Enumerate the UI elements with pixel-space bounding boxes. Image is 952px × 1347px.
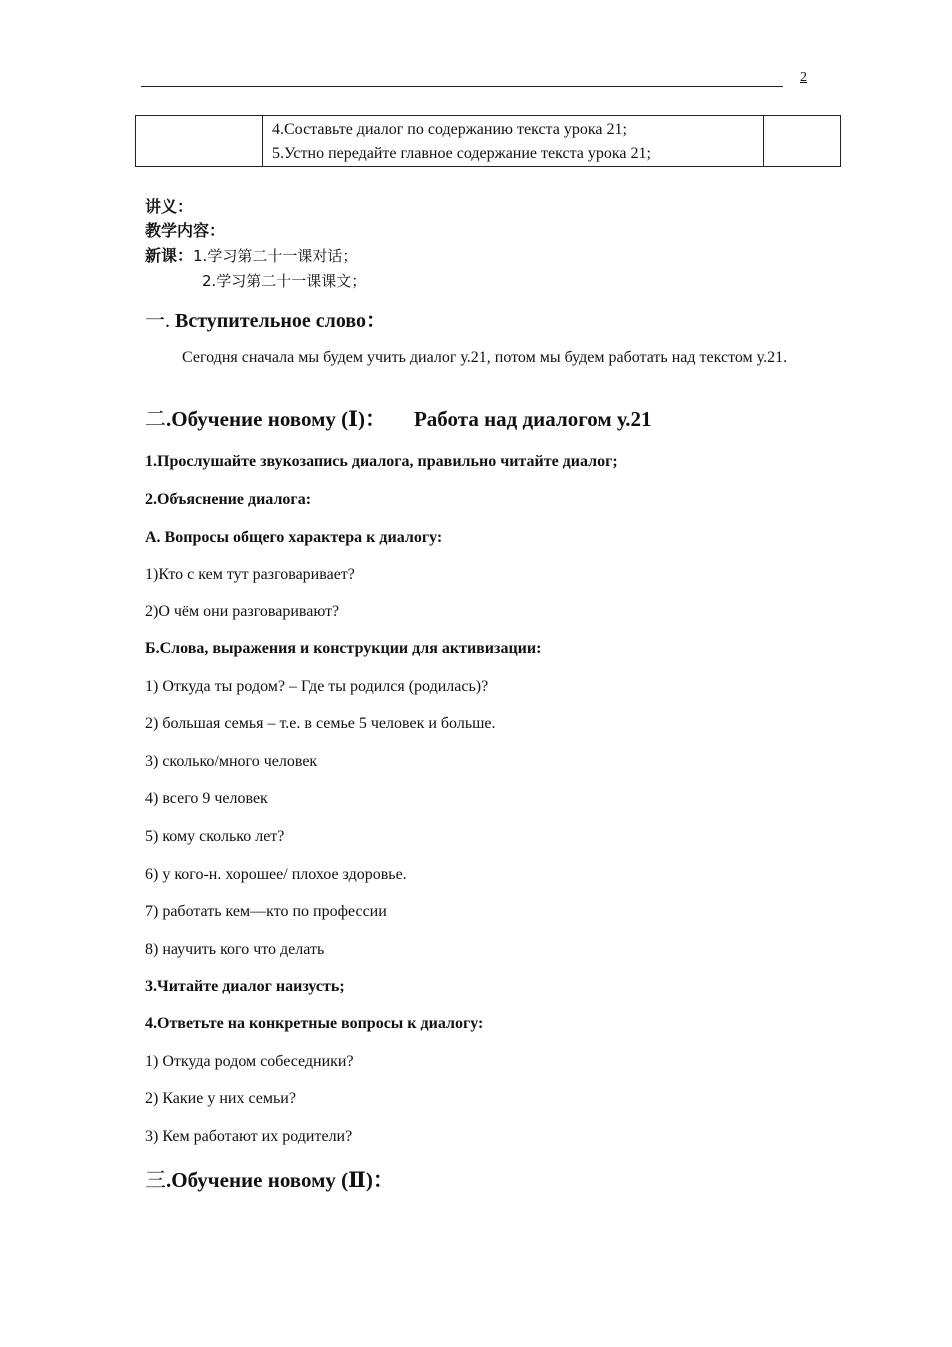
section-1-heading	[145, 308, 386, 334]
list-item: 1) Откуда ты родом? – Где ты родился (родилась)?	[145, 678, 489, 695]
new-lesson-label: 新课：	[145, 246, 194, 265]
teaching-content-label: 教学内容：	[145, 221, 226, 240]
header-rule	[141, 86, 783, 87]
section-1-title: Вступительное слово：	[175, 310, 386, 332]
new-lesson-item-2: 2.学习第二十一课课文；	[202, 272, 367, 290]
table-row	[136, 116, 841, 167]
task-table	[135, 115, 841, 167]
section-2-heading	[145, 405, 652, 433]
part-b-heading: Б.Слова, выражения и конструкции для активизации:	[145, 640, 542, 657]
list-item: 1)Кто с кем тут разговаривает?	[145, 566, 355, 583]
section-1-paragraph: Сегодня сначала мы будем учить диалог у.21, потом мы будем работать над текстом у.21.	[182, 349, 788, 366]
list-item: 3) сколько/много человек	[145, 753, 318, 770]
section-3-number: 三	[145, 1168, 166, 1192]
new-lesson-line	[145, 245, 357, 268]
task-item-4: 4.Составьте диалог по содержанию текста урока 21;	[272, 121, 627, 138]
step-4: 4.Ответьте на конкретные вопросы к диалогу:	[145, 1015, 484, 1032]
list-item: 1) Откуда родом собеседники?	[145, 1053, 354, 1070]
section-1-number: 一.	[145, 310, 170, 332]
list-item: 3) Кем работают их родители?	[145, 1128, 353, 1145]
list-item: 2) Какие у них семьи?	[145, 1090, 296, 1107]
section-2-subtitle: Работа над диалогом у.21	[413, 407, 652, 431]
list-item: 8) научить кого что делать	[145, 941, 325, 958]
task-item-5: 5.Устно передайте главное содержание текста урока 21;	[272, 145, 651, 162]
table-cell-empty-left	[136, 116, 263, 167]
section-2-title: .Обучение новому (Ⅰ)：	[166, 407, 386, 431]
step-3: 3.Читайте диалог наизусть;	[145, 978, 345, 995]
new-lesson-item-1: 1.学习第二十一课对话；	[193, 247, 358, 265]
list-item: 2)О чём они разговаривают?	[145, 603, 340, 620]
table-cell-tasks	[263, 116, 764, 167]
page-number: 2	[800, 70, 807, 85]
step-2: 2.Объяснение диалога:	[145, 491, 312, 508]
section-3-title: .Обучение новому (Ⅱ)：	[166, 1168, 394, 1192]
list-item: 2) большая семья – т.е. в семье 5 человек и больше.	[145, 715, 496, 732]
list-item: 6) у кого-н. хорошее/ плохое здоровье.	[145, 866, 407, 883]
section-3-heading	[145, 1166, 394, 1194]
part-a-heading: А. Вопросы общего характера к диалогу:	[145, 529, 443, 546]
list-item: 5) кому сколько лет?	[145, 828, 285, 845]
list-item: 7) работать кем—кто по профессии	[145, 903, 387, 920]
section-2-number: 二	[145, 407, 166, 431]
table-cell-empty-right	[764, 116, 841, 167]
list-item: 4) всего 9 человек	[145, 790, 268, 807]
step-1: 1.Прослушайте звукозапись диалога, правильно читайте диалог;	[145, 453, 618, 470]
handout-label: 讲义：	[145, 197, 194, 216]
